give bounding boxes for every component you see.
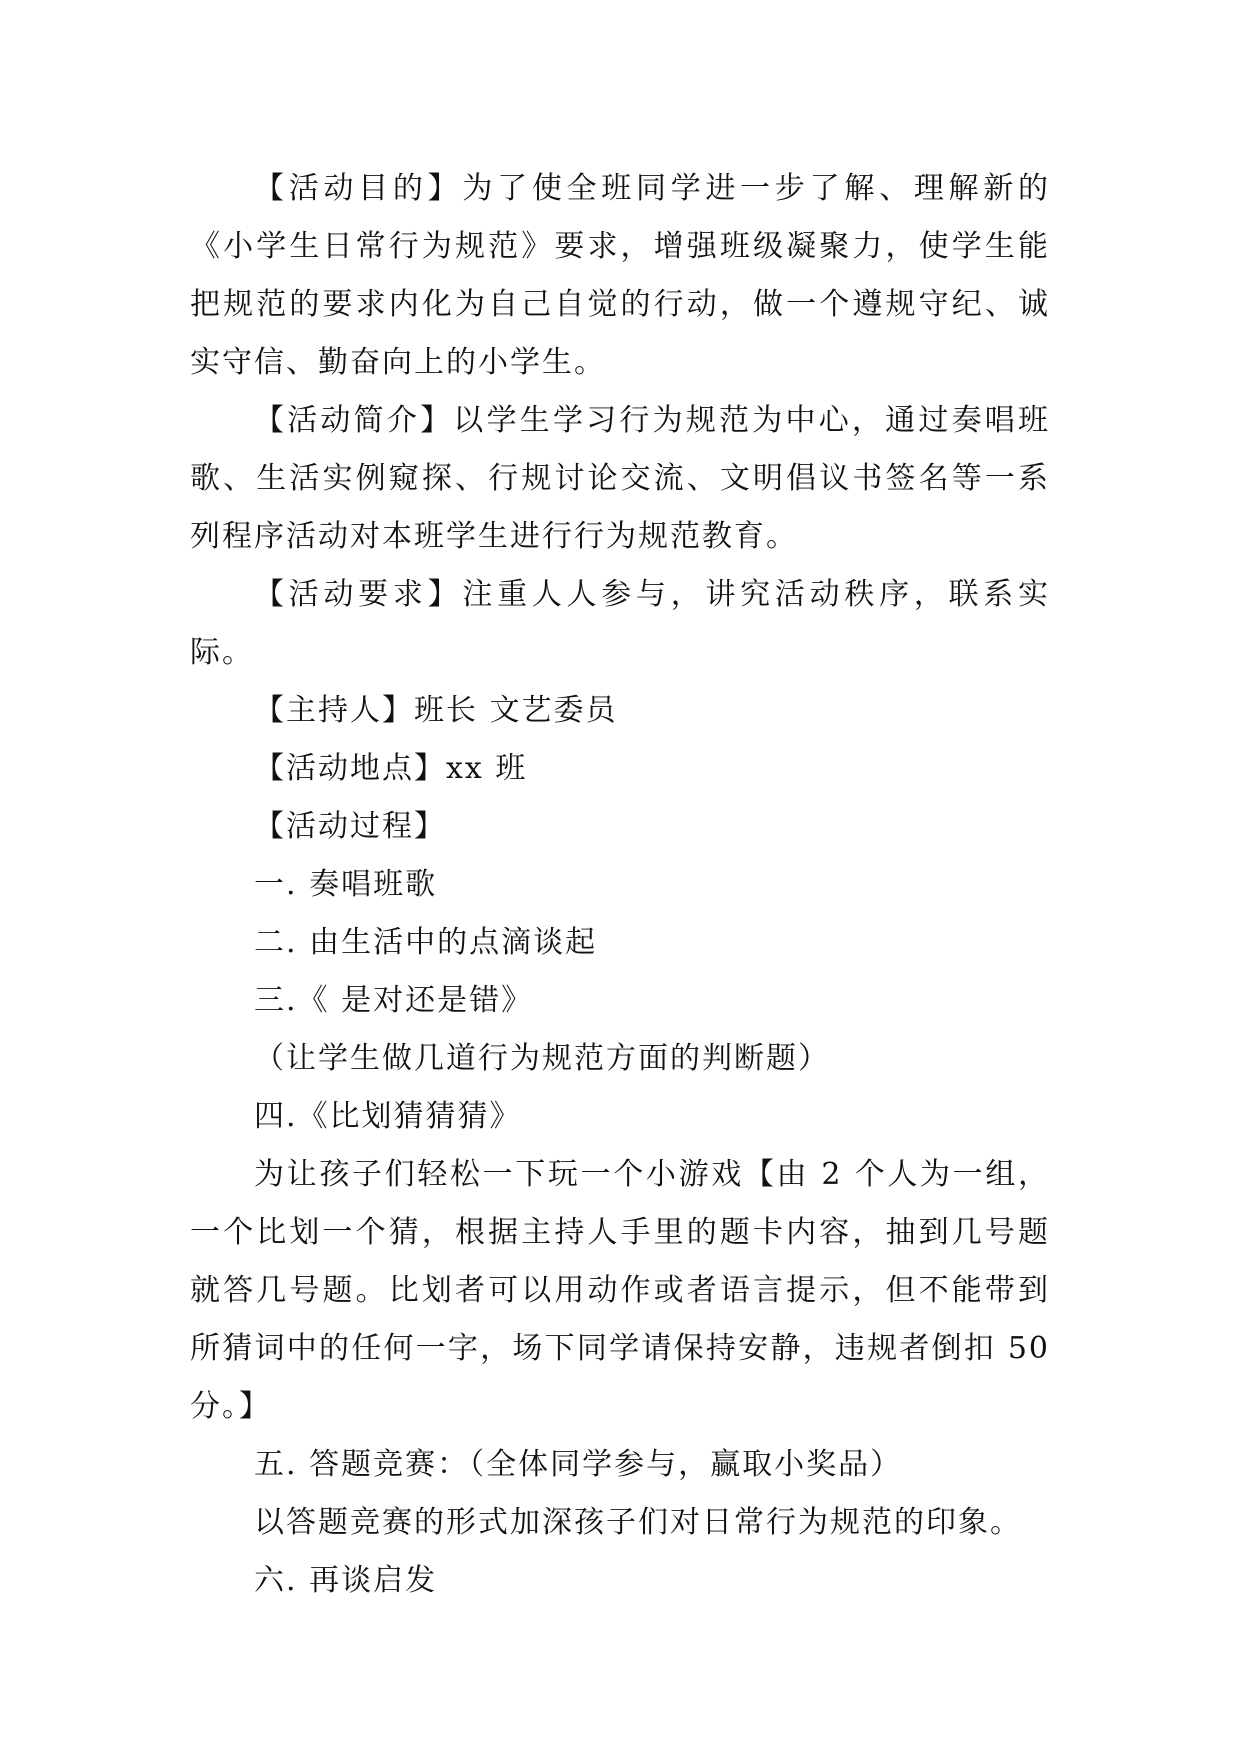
list-item-step-5: 五. 答题竞赛：（全体同学参与，赢取小奖品） bbox=[254, 1447, 903, 1482]
paragraph-activity-purpose: 【活动目的】为了使全班同学进一步了解、理解新的《小学生日常行为规范》要求，增强班级凝聚力，使学生能把规范的要求内化为自己自觉的行动，做一个遵规守纪、诚实守信、勤奋向上的小学生。 bbox=[190, 171, 1050, 380]
list-item-step-1: 一. 奏唱班歌 bbox=[254, 867, 438, 902]
list-item-step-6: 六. 再谈启发 bbox=[254, 1563, 438, 1598]
step-5-description: 以答题竞赛的形式加深孩子们对日常行为规范的印象。 bbox=[254, 1505, 1022, 1540]
step-3-note: （让学生做几道行为规范方面的判断题） bbox=[254, 1041, 830, 1076]
paragraph-process-heading: 【活动过程】 bbox=[254, 809, 446, 844]
list-item-step-2: 二. 由生活中的点滴谈起 bbox=[254, 925, 598, 960]
paragraph-location: 【活动地点】xx 班 bbox=[254, 751, 528, 786]
paragraph-activity-requirement: 【活动要求】注重人人参与，讲究活动秩序，联系实际。 bbox=[190, 577, 1050, 670]
list-item-step-4: 四.《比划猜猜猜》 bbox=[254, 1099, 522, 1134]
document-body bbox=[190, 160, 1050, 1610]
list-item-step-3: 三.《 是对还是错》 bbox=[254, 983, 534, 1018]
step-4-description: 为让孩子们轻松一下玩一个小游戏【由 2 个人为一组，一个比划一个猜，根据主持人手里的题卡内容，抽到几号题就答几号题。比划者可以用动作或者语言提示，但不能带到所猜词中的任何一字，场下同学请保持安静，违规者倒扣 50 分。】 bbox=[190, 1157, 1050, 1424]
paragraph-activity-intro: 【活动简介】以学生学习行为规范为中心，通过奏唱班歌、生活实例窥探、行规讨论交流、文明倡议书签名等一系列程序活动对本班学生进行行为规范教育。 bbox=[190, 403, 1050, 554]
paragraph-host: 【主持人】班长 文艺委员 bbox=[254, 693, 618, 728]
